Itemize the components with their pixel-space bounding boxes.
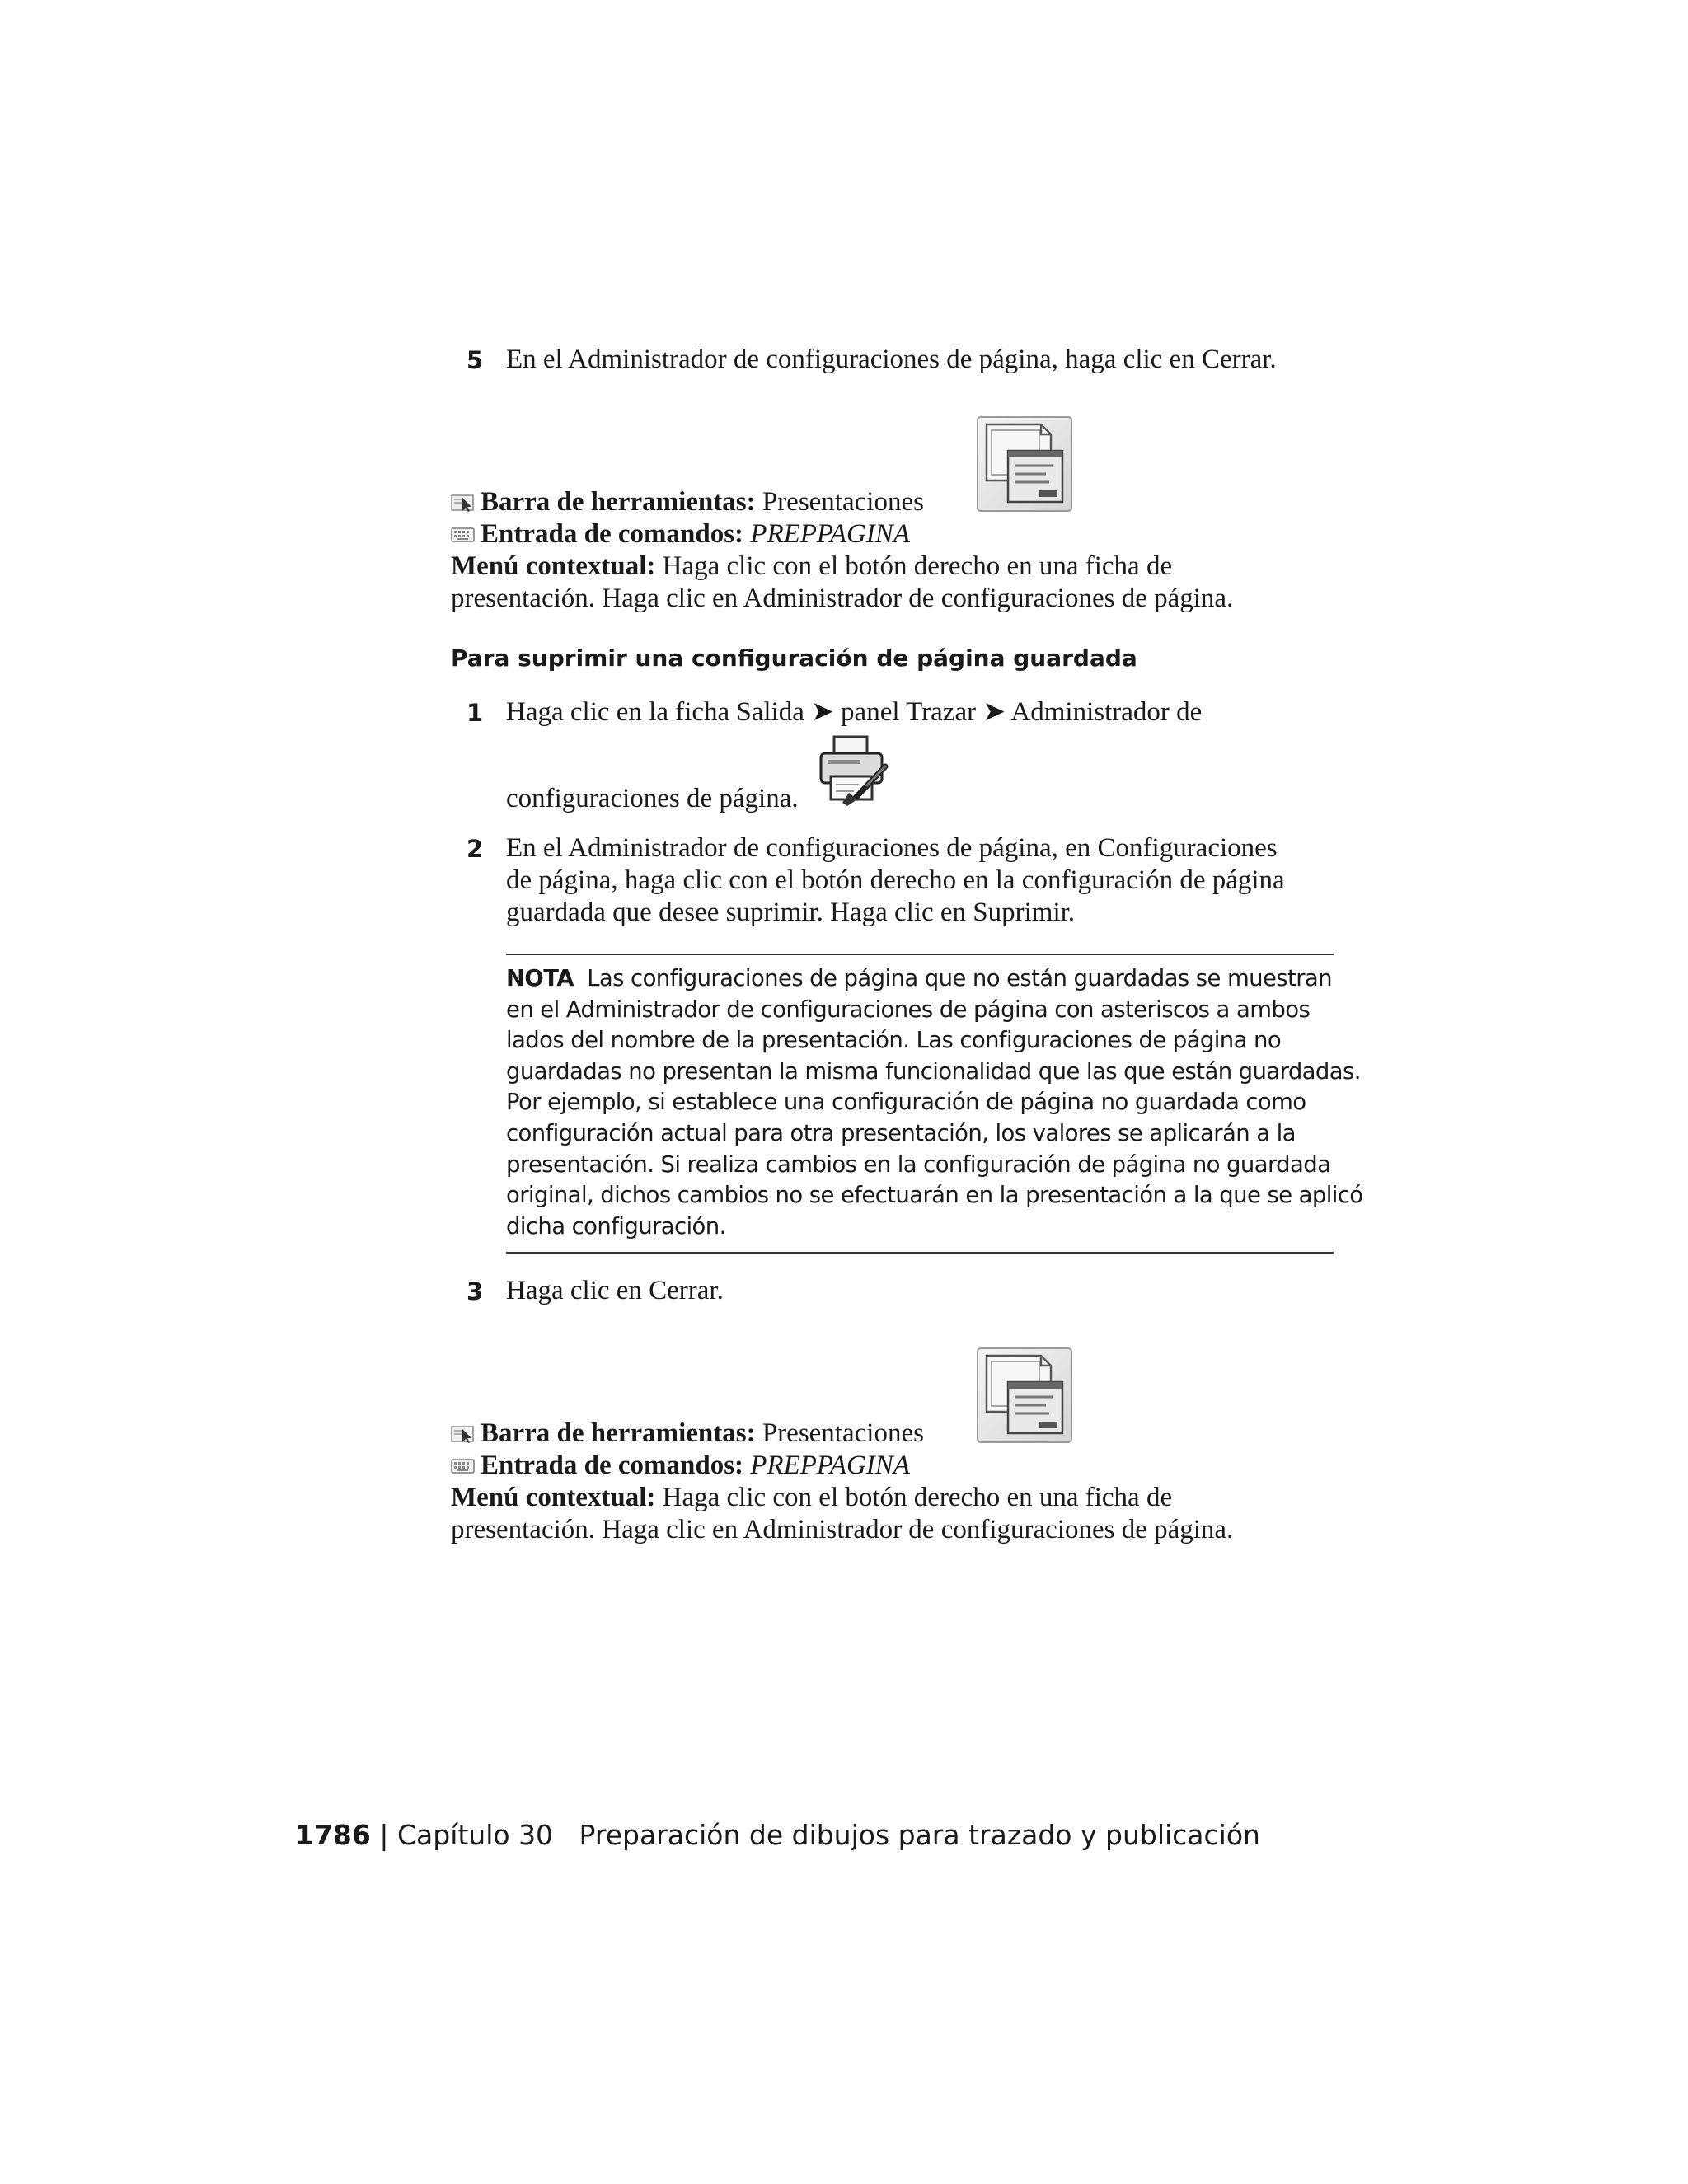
- step-text: En el Administrador de configuraciones de página, en Configuraciones: [506, 833, 1278, 863]
- note-line: lados del nombre de la presentación. Las configuraciones de página no: [506, 1027, 1282, 1054]
- context-menu-line-2: presentación. Haga clic en Administrador de configuraciones de página.: [451, 583, 1234, 613]
- step-number: 3: [467, 1277, 484, 1305]
- note-box: [506, 954, 1363, 1254]
- context-menu-line: [451, 1482, 1172, 1514]
- printer-brush-icon: [816, 733, 890, 808]
- keyboard-icon: [451, 521, 476, 541]
- page-setup-manager-icon: [977, 416, 1072, 512]
- context-label: Menú contextual:: [451, 1483, 656, 1512]
- note-line: original, dichos cambios no se efectuarán en la presentación a la que se aplicó: [506, 1182, 1363, 1209]
- step-text: guardada que desee suprimir. Haga clic en Suprimir.: [506, 898, 1076, 927]
- command-label: Entrada de comandos:: [481, 1451, 744, 1480]
- step-text: Haga clic en Cerrar.: [506, 1276, 724, 1305]
- note-line: presentación. Si realiza cambios en la configuración de página no guardada: [506, 1151, 1331, 1178]
- step-number: 5: [467, 346, 484, 374]
- context-label: Menú contextual:: [451, 551, 656, 581]
- toolbar-value: Presentaciones: [762, 1418, 924, 1448]
- context-menu-line-2: presentación. Haga clic en Administrador de configuraciones de página.: [451, 1515, 1234, 1544]
- command-value: PREPPAGINA: [750, 1451, 910, 1480]
- footer-separator: |: [379, 1819, 389, 1851]
- page-footer: [295, 1819, 1260, 1851]
- toolbar-access-line: [451, 1418, 924, 1450]
- note-line: [506, 963, 1334, 995]
- section-heading: Para suprimir una configuración de página guardada: [451, 644, 1137, 672]
- toolbar-value: Presentaciones: [762, 487, 924, 517]
- note-line: guardadas no presentan la misma funcionalidad que las que están guardadas.: [506, 1057, 1361, 1085]
- toolbar-label: Barra de herramientas:: [481, 487, 756, 517]
- step-text: configuraciones de página.: [506, 784, 799, 813]
- context-text: Haga clic con el botón derecho en una ficha de: [662, 551, 1173, 581]
- step-number: 2: [467, 835, 484, 863]
- context-menu-line: [451, 551, 1172, 583]
- page-setup-manager-icon: [977, 1347, 1072, 1443]
- note-line: Por ejemplo, si establece una configuración de página no guardada como: [506, 1089, 1306, 1116]
- note-text: Las configuraciones de página que no están guardadas se muestran: [587, 965, 1332, 991]
- page-number: 1786: [295, 1819, 371, 1851]
- note-line: configuración actual para otra presentación, los valores se aplicarán a la: [506, 1119, 1296, 1146]
- step-text: En el Administrador de configuraciones de página, haga clic en Cerrar.: [506, 344, 1277, 374]
- command-access-line: [451, 518, 910, 551]
- step-number: 1: [467, 699, 484, 727]
- context-text: Haga clic con el botón derecho en una ficha de: [662, 1483, 1173, 1512]
- note-line: en el Administrador de configuraciones de página con asteriscos a ambos: [506, 996, 1311, 1023]
- toolbar-label: Barra de herramientas:: [481, 1418, 756, 1448]
- note-line: dicha configuración.: [506, 1212, 726, 1240]
- step-text: de página, haga clic con el botón derecho en la configuración de página: [506, 865, 1285, 895]
- chapter-title: Preparación de dibujos para trazado y publicación: [579, 1819, 1260, 1851]
- step-text-continued: [506, 783, 1339, 815]
- note-label: NOTA: [506, 965, 574, 991]
- command-label: Entrada de comandos:: [481, 519, 744, 549]
- toolbar-pointer-icon: [451, 1420, 476, 1440]
- step-text: Haga clic en la ficha Salida ➤ panel Trazar ➤ Administrador de: [506, 697, 1203, 727]
- command-value: PREPPAGINA: [750, 519, 910, 549]
- toolbar-access-line: [451, 486, 924, 518]
- chapter-label: Capítulo 30: [396, 1819, 554, 1851]
- toolbar-pointer-icon: [451, 489, 476, 509]
- command-access-line: [451, 1450, 910, 1482]
- keyboard-icon: [451, 1452, 476, 1472]
